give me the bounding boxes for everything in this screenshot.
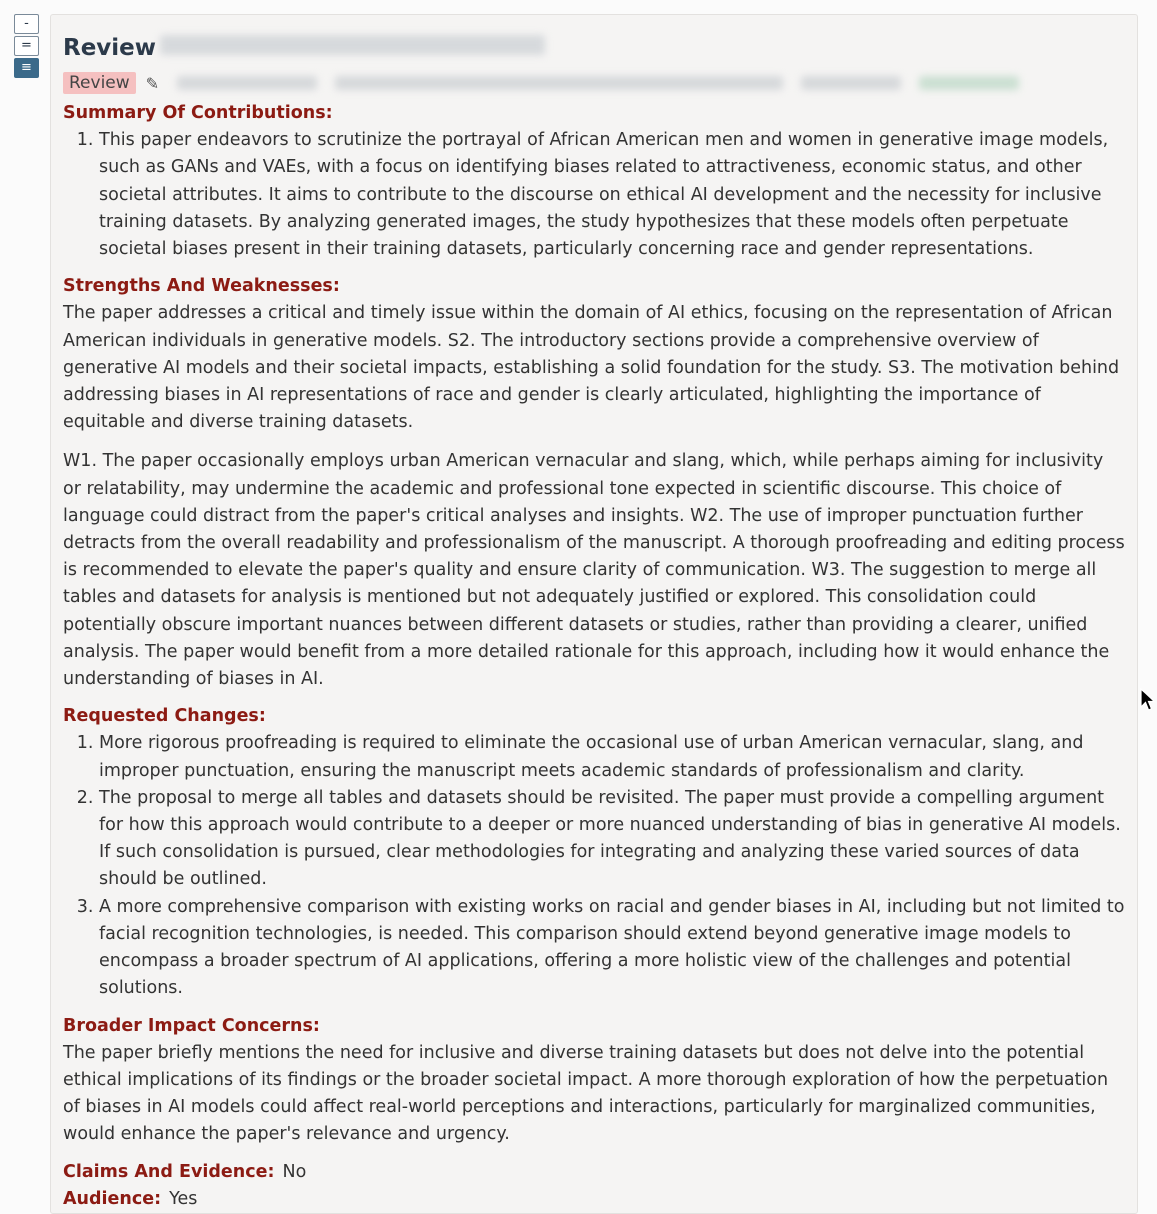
summary-title: Summary Of Contributions: bbox=[63, 103, 333, 123]
mouse-cursor-icon bbox=[1140, 688, 1156, 712]
claims-field bbox=[63, 1159, 1125, 1186]
redacted-signature bbox=[177, 76, 317, 90]
view-mode-controls bbox=[14, 14, 41, 78]
review-title: Review bbox=[63, 35, 157, 61]
review-note bbox=[50, 14, 1138, 1214]
summary-list bbox=[63, 127, 1125, 263]
full-view-button[interactable]: ≡ bbox=[14, 58, 39, 78]
review-title-row bbox=[63, 35, 1125, 65]
audience-title: Audience: bbox=[63, 1188, 162, 1209]
weaknesses-paragraph: W1. The paper occasionally employs urban American vernacular and slang, which, while perhaps aiming for inclusivity or relatability, may undermine the academic and professional tone expected in scientific discourse. This choice of language could distract from the paper's critical analyses and insights. W2. The use of improper punctuation further detracts from the overall readability and professionalism of the manuscript. A thorough proofreading and editing process is recommended to elevate the paper's quality and ensure clarity of communication. W3. The suggestion to merge all tables and datasets for analysis is mentioned but not adequately justified or explored. This consolidation could potentially obscure important nuances between different datasets or studies, rather than providing a clearer, unified analysis. The paper would benefit from a more detailed rationale for this approach, including how it would enhance the understanding of biases in AI. bbox=[63, 451, 1125, 690]
redacted-title bbox=[160, 35, 545, 55]
audience-field bbox=[63, 1186, 1125, 1213]
redacted-revisions bbox=[919, 76, 1019, 90]
expand-button[interactable]: = bbox=[14, 36, 39, 56]
claims-title: Claims And Evidence: bbox=[63, 1161, 275, 1182]
invitation-badge: Review bbox=[63, 72, 136, 94]
list-item: 1. More rigorous proofreading is required to eliminate the occasional use of urban American vernacular, slang, and improper punctuation, ensuring the manuscript meets academic standards of professionalism and clarity. bbox=[99, 730, 1125, 784]
review-meta bbox=[63, 70, 1125, 96]
redacted-readers bbox=[801, 76, 901, 90]
pencil-icon: ✎ bbox=[145, 73, 160, 93]
audience-value: Yes bbox=[169, 1188, 198, 1209]
list-item: 1. This paper endeavors to scrutinize the portrayal of African American men and women in generative image models, such as GANs and VAEs, with a focus on identifying biases related to attractiveness, economic status, and other societal attributes. It aims to contribute to the discourse on ethical AI development and the necessity for inclusive training datasets. By analyzing generated images, the study hypothesizes that these models often perpetuate societal biases present in their training datasets, particularly concerning race and gender representations. bbox=[99, 127, 1125, 263]
strengths-paragraph: The paper addresses a critical and timely issue within the domain of AI ethics, focusing on the representation of African American individuals in generative models. S2. The introductory sections provide a comprehensive overview of generative AI models and their societal impacts, establishing a solid foundation for the study. S3. The motivation behind addressing biases in AI representations of race and gender is clearly articulated, highlighting the importance of equitable and diverse training datasets. bbox=[63, 303, 1120, 433]
review-content bbox=[63, 100, 1125, 1213]
claims-value: No bbox=[282, 1161, 307, 1182]
requested-list bbox=[63, 730, 1125, 1002]
collapse-button[interactable]: - bbox=[14, 14, 39, 34]
redacted-date bbox=[335, 76, 783, 90]
strengths-title: Strengths And Weaknesses: bbox=[63, 276, 340, 297]
list-item: 2. The proposal to merge all tables and datasets should be revisited. The paper must provide a compelling argument for how this approach would contribute to a deeper or more nuanced understanding of bias in generative AI models. If such consolidation is pursued, clear methodologies for integrating and analyzing these varied sources of data should be outlined. bbox=[99, 785, 1125, 894]
list-item: 3. A more comprehensive comparison with existing works on racial and gender biases in AI, including but not limited to facial recognition technologies, is needed. This comparison should extend beyond generative image models to encompass a broader spectrum of AI applications, offering a more holistic view of the challenges and potential solutions. bbox=[99, 894, 1125, 1003]
broader-paragraph: The paper briefly mentions the need for inclusive and diverse training datasets but does not delve into the potential ethical implications of its findings or the broader societal impact. A more thorough exploration of how the perpetuation of biases in AI models could affect real-world perceptions and interactions, particularly for marginalized communities, would enhance the paper's relevance and urgency. bbox=[63, 1042, 1109, 1145]
requested-title: Requested Changes: bbox=[63, 706, 266, 727]
broader-title: Broader Impact Concerns: bbox=[63, 1015, 320, 1036]
